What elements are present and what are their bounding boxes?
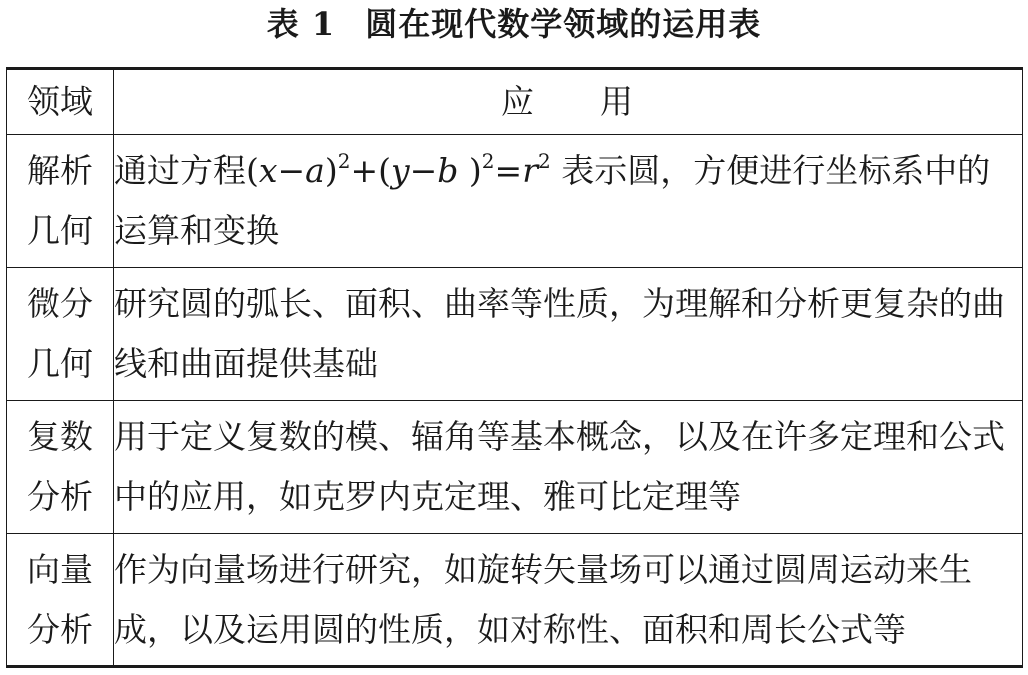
circle-equation: $(x-a)^2+(y-b$ )$^2=r^2$ [246,149,551,190]
header-field: 领域 [7,69,114,135]
header-application-part1: 应 [501,82,536,121]
field-line2: 几何 [27,211,93,250]
header-application-part2: 用 [600,82,635,121]
field-line1: 向量 [27,549,93,589]
application-cell: 作为向量场进行研究，如旋转矢量场可以通过圆周运动来生成，以及运用圆的性质，如对称性、面积和周长公式等 [114,534,1023,667]
field-line2: 分析 [27,609,93,649]
field-cell [7,534,114,667]
application-cell: 用于定义复数的模、辐角等基本概念，以及在许多定理和公式中的应用，如克罗内克定理、雅可比定理等 [114,401,1023,534]
table-title: 圆在现代数学领域的运用表 [365,5,762,43]
field-line1: 复数 [27,417,93,456]
header-row [7,69,1023,135]
field-cell [7,268,114,401]
header-application [114,69,1023,135]
application-cell: 研究圆的弧长、面积、曲率等性质，为理解和分析更复杂的曲线和曲面提供基础 [114,268,1023,401]
table-row [7,401,1023,534]
field-cell [7,401,114,534]
table-row [7,135,1023,268]
field-line1: 微分 [27,284,93,323]
field-line1: 解析 [27,151,93,190]
applications-table [6,67,1023,668]
field-cell [7,135,114,268]
table-row [7,534,1023,667]
table-caption [0,2,1028,46]
field-line2: 分析 [27,477,93,516]
application-text-after: 表示圆，方便进行坐标系中的运算和变换 [114,151,991,250]
table-number: 表 1 [266,5,336,43]
application-cell [114,135,1023,268]
field-line2: 几何 [27,344,93,383]
table-row [7,268,1023,401]
application-text-before: 通过方程 [114,151,246,190]
